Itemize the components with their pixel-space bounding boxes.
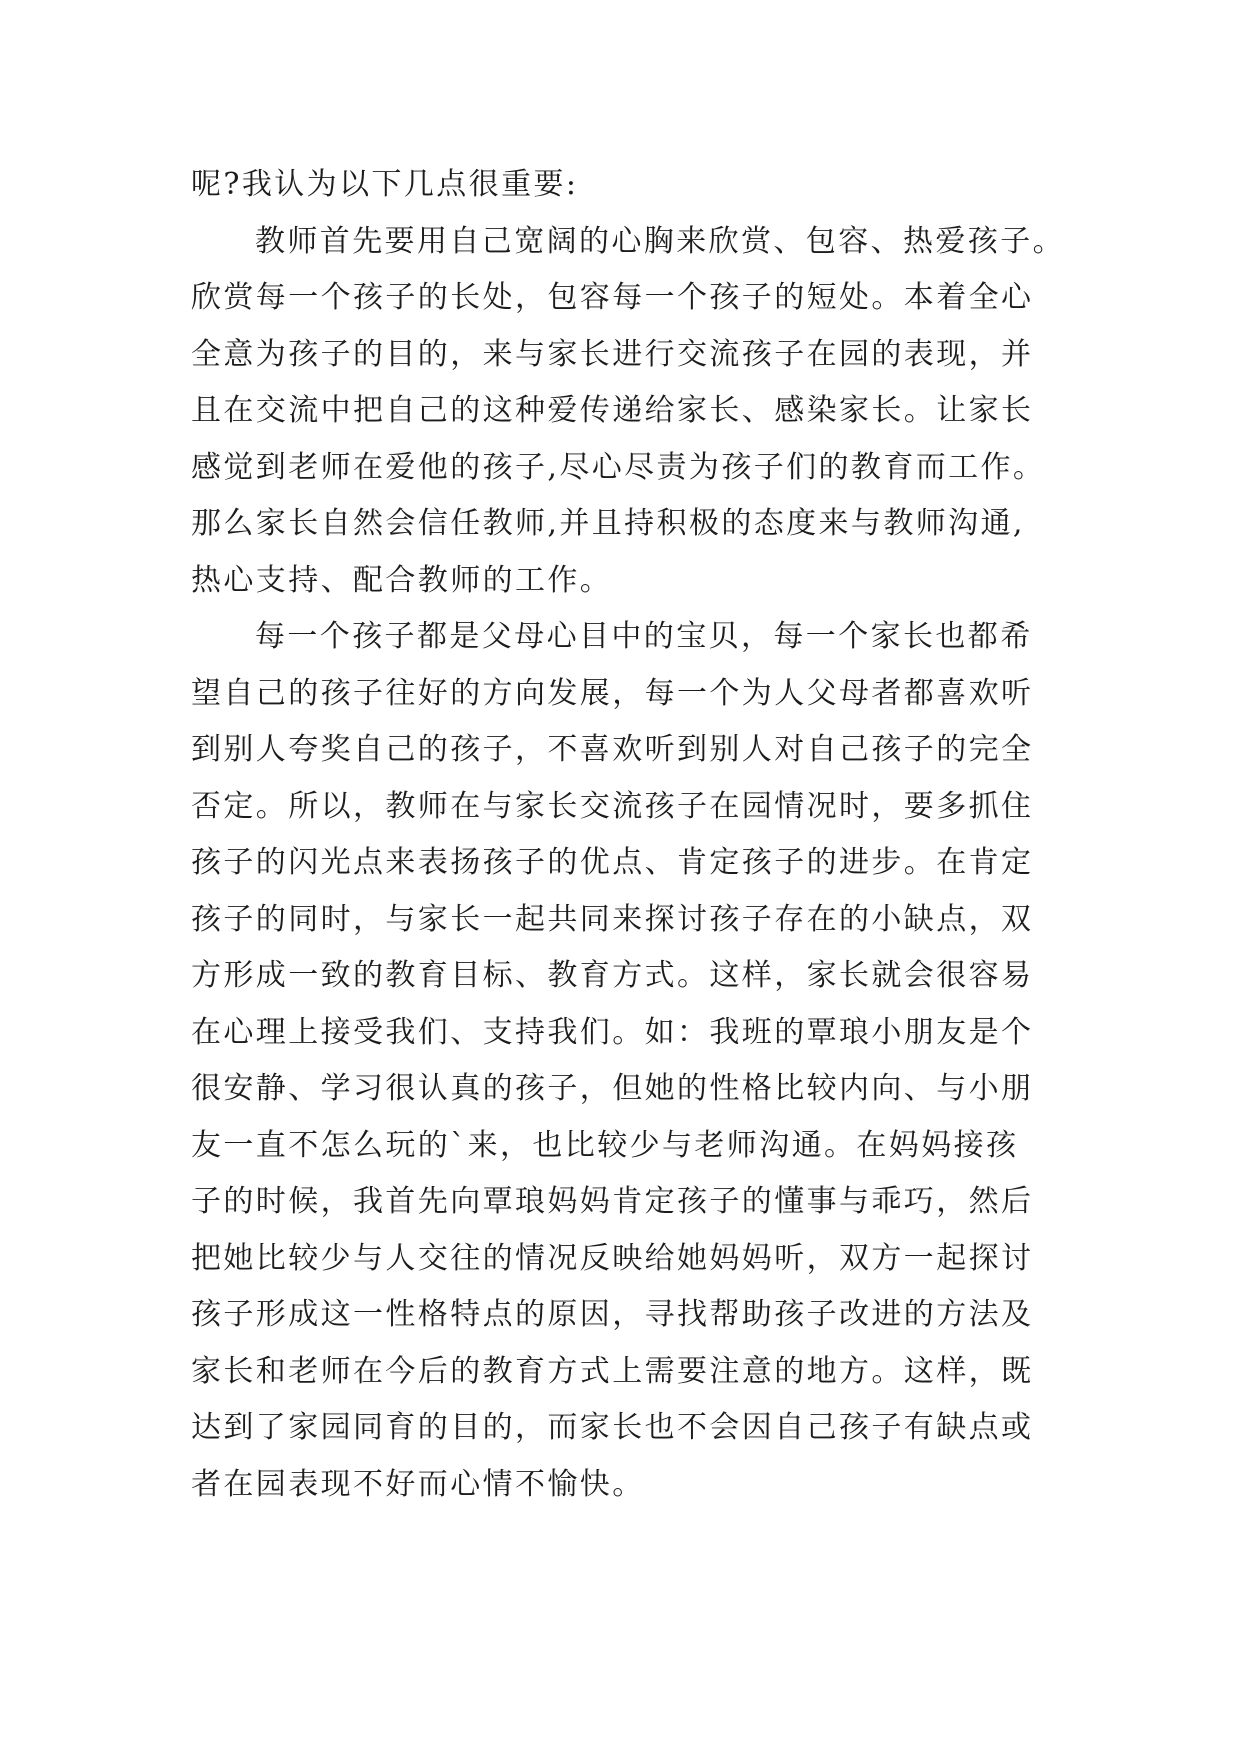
text-line: 方形成一致的教育目标、教育方式。这样，家长就会很容易	[191, 958, 1034, 993]
text-line: 孩子形成这一性格特点的原因，寻找帮助孩子改进的方法及	[191, 1297, 1034, 1332]
text-line: 很安静、学习很认真的孩子，但她的性格比较内向、与小朋	[191, 1071, 1034, 1106]
text-line: 呢?我认为以下几点很重要:	[191, 167, 579, 202]
text-line: 感觉到老师在爱他的孩子,尽心尽责为孩子们的教育而工作。	[191, 449, 1046, 485]
text-line: 孩子的闪光点来表扬孩子的优点、肯定孩子的进步。在肯定	[191, 845, 1034, 880]
text-line: 把她比较少与人交往的情况反映给她妈妈听，双方一起探讨	[191, 1240, 1034, 1276]
text-line: 且在交流中把自己的这种爱传递给家长、感染家长。让家长	[191, 393, 1034, 428]
text-line: 每一个孩子都是父母心目中的宝贝，每一个家长也都希	[255, 619, 1033, 654]
text-line: 望自己的孩子往好的方向发展，每一个为人父母者都喜欢听	[191, 675, 1034, 711]
text-line: 欣赏每一个孩子的长处，包容每一个孩子的短处。本着全心	[191, 280, 1034, 315]
text-line: 者在园表现不好而心情不愉快。	[191, 1466, 645, 1502]
text-line: 那么家长自然会信任教师,并且持积极的态度来与教师沟通,	[191, 506, 1025, 541]
text-line: 否定。所以，教师在与家长交流孩子在园情况时，要多抓住	[191, 788, 1034, 824]
text-line: 家长和老师在今后的教育方式上需要注意的地方。这样，既	[191, 1353, 1034, 1389]
text-line: 友一直不怎么玩的`来，也比较少与老师沟通。在妈妈接孩	[191, 1127, 1019, 1163]
text-line: 教师首先要用自己宽阔的心胸来欣赏、包容、热爱孩子。	[255, 223, 1065, 259]
body-text	[191, 157, 1065, 1513]
text-line: 在心理上接受我们、支持我们。如：我班的覃琅小朋友是个	[191, 1014, 1034, 1050]
text-line: 热心支持、配合教师的工作。	[191, 562, 613, 598]
text-line: 子的时候，我首先向覃琅妈妈肯定孩子的懂事与乖巧，然后	[191, 1184, 1034, 1219]
text-line: 孩子的同时，与家长一起共同来探讨孩子存在的小缺点，双	[191, 901, 1034, 937]
text-line: 达到了家园同育的目的，而家长也不会因自己孩子有缺点或	[191, 1410, 1034, 1445]
text-line: 全意为孩子的目的，来与家长进行交流孩子在园的表现，并	[191, 336, 1034, 372]
text-line: 到别人夸奖自己的孩子，不喜欢听到别人对自己孩子的完全	[191, 732, 1034, 767]
